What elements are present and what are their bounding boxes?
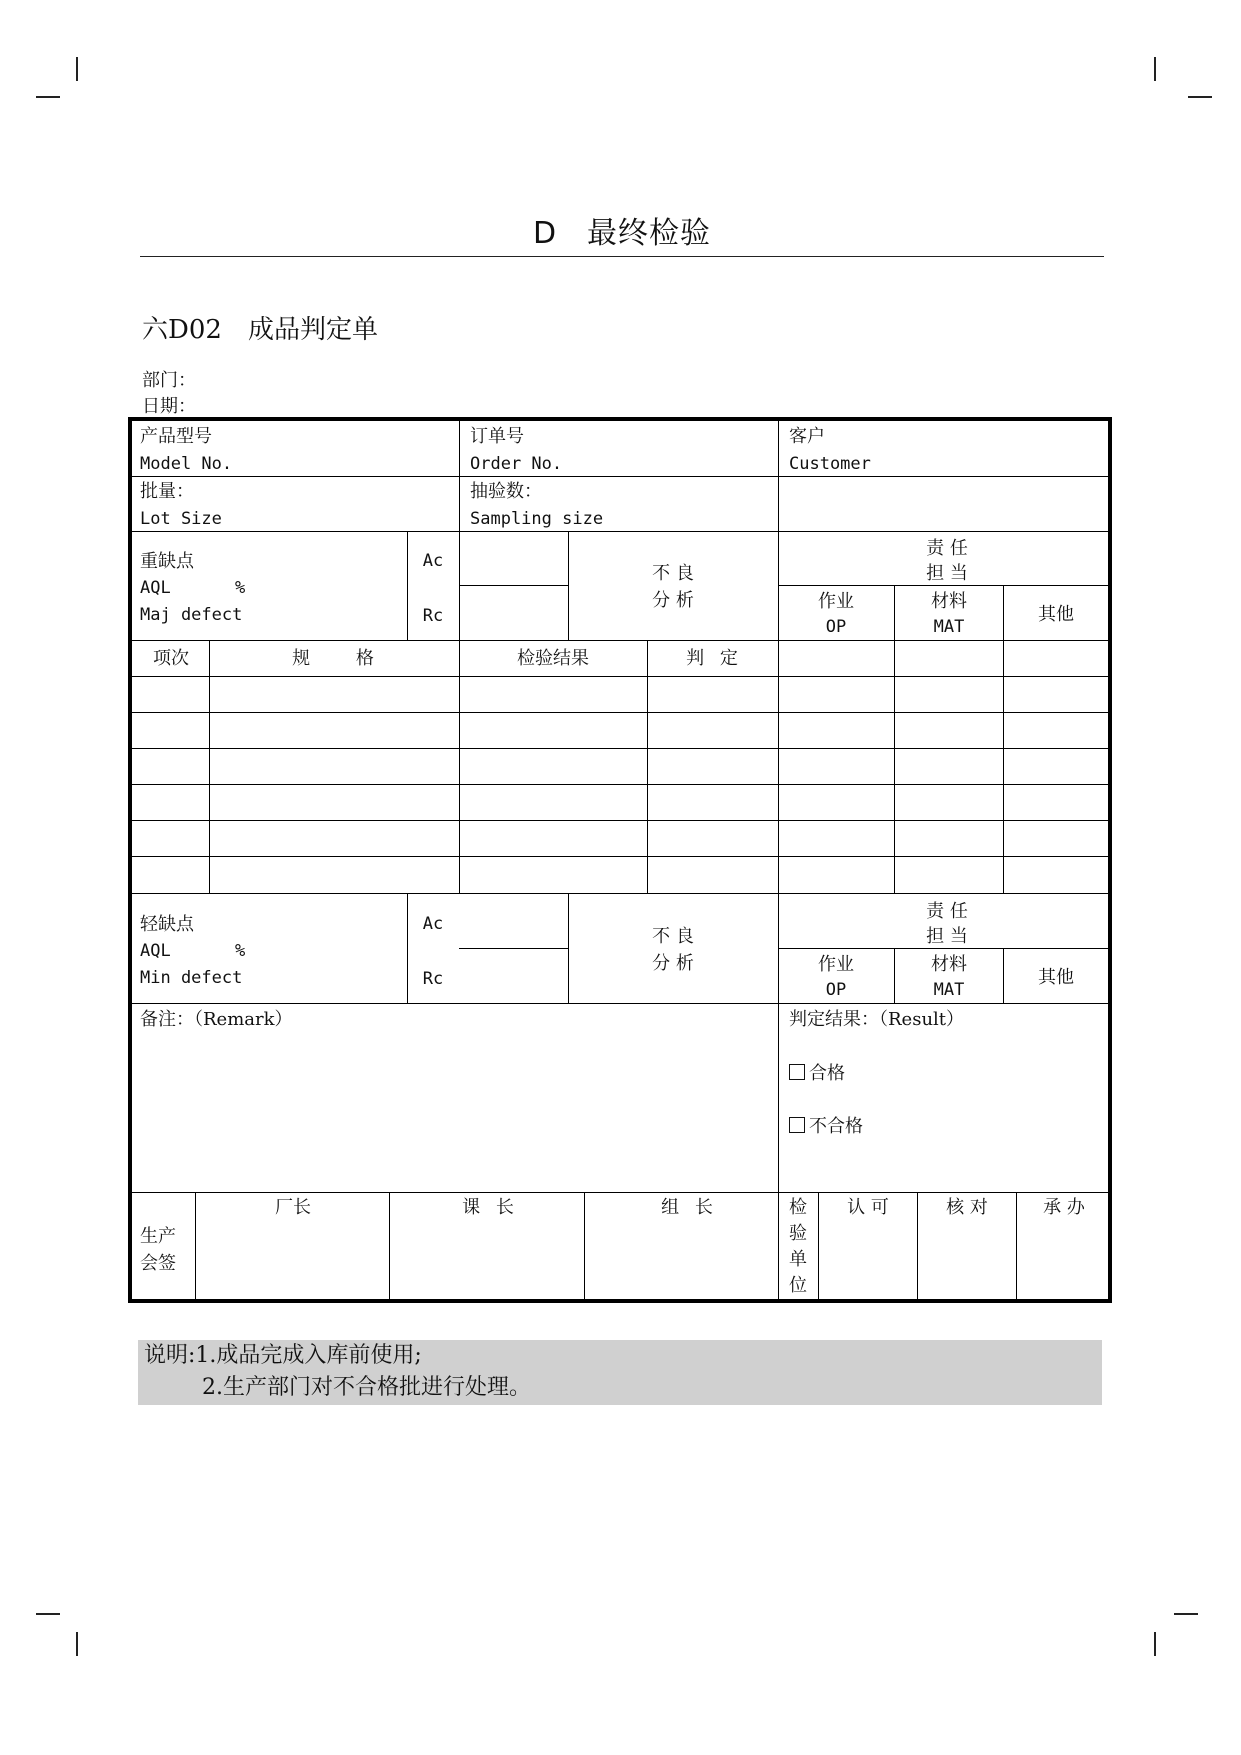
major-rc-label: Rc [422,606,444,626]
col-line [568,893,569,1003]
order-label-cn: 订单号 [470,426,524,447]
row-line [778,948,1108,949]
col-line [1003,948,1004,1003]
row-line [132,893,1108,894]
col-line [647,640,648,893]
col-line [389,1192,390,1299]
major-mat-en: MAT [933,617,965,637]
col-line [584,1192,585,1299]
sampling-label-en: Sampling size [470,509,604,529]
major-defect-title: 重缺点 [140,551,194,572]
col-line [195,1192,196,1299]
minor-bad-analysis-1: 不 良 [652,926,694,947]
form-title [142,309,378,346]
note-line-1: 说明:1.成品完成入库前使用; [144,1343,422,1368]
fail-option[interactable] [789,1117,863,1136]
result-label: 判定结果：（Result） [789,1009,965,1030]
section-heading [140,212,1104,257]
department-label: 部门： [142,370,196,391]
model-label-cn: 产品型号 [140,426,212,447]
minor-bad-analysis-2: 分 析 [652,953,694,974]
crop-mark [36,96,60,98]
verify-label: 核 对 [946,1197,988,1218]
form-name: 成品判定单 [247,315,378,345]
col-item: 项次 [153,648,189,669]
row-line [132,476,1108,477]
customer-label-en: Customer [789,454,871,474]
col-spec: 规 格 [292,648,374,669]
order-label-en: Order No. [470,454,563,474]
minor-responsibility-2: 担 当 [926,926,968,947]
section-code: D [532,216,558,251]
col-line [1003,585,1004,893]
crop-mark [1188,96,1212,98]
section-head-label: 课 长 [462,1197,514,1218]
sampling-label-cn: 抽验数： [470,481,542,502]
major-responsibility-1: 责 任 [926,538,968,559]
production-label-2: 会签 [140,1253,176,1274]
group-head-label: 组 长 [661,1197,713,1218]
handle-label: 承 办 [1043,1197,1085,1218]
minor-responsibility-1: 责 任 [926,901,968,922]
col-line [778,421,779,1299]
major-aql-label: AQL [140,578,171,598]
col-line [459,640,460,893]
factory-head-label: 厂长 [275,1197,311,1218]
crop-mark [1174,1613,1198,1615]
row-line [132,1003,1108,1004]
inspection-unit-2: 验 [789,1223,807,1244]
row-line [132,784,1108,785]
crop-mark [1154,1632,1156,1656]
row-line [459,948,568,949]
pass-option[interactable] [789,1064,845,1083]
form-code: 六D02 [142,315,222,345]
row-line [459,585,568,586]
minor-rc-label: Rc [422,969,444,989]
row-line [778,585,1108,586]
major-ac-label: Ac [422,551,444,571]
fail-label: 不合格 [809,1116,863,1137]
row-line [132,1192,1108,1193]
major-bad-analysis-2: 分 析 [652,590,694,611]
minor-ac-label: Ac [422,914,444,934]
minor-defect-label: Min defect [140,968,243,988]
crop-mark [1154,57,1156,81]
lot-size-label-en: Lot Size [140,509,222,529]
inspection-form [128,417,1112,1303]
minor-mat-en: MAT [933,980,965,1000]
minor-op-en: OP [825,980,847,1000]
row-line [132,676,1108,677]
notes-box [138,1340,1102,1405]
row-line [132,820,1108,821]
major-op-en: OP [825,617,847,637]
major-bad-analysis-1: 不 良 [652,563,694,584]
inspection-unit-1: 检 [789,1197,807,1218]
production-label-1: 生产 [140,1226,176,1247]
remark-label: 备注：（Remark） [140,1009,293,1030]
fail-checkbox[interactable] [789,1117,805,1133]
row-line [132,856,1108,857]
col-line [459,421,460,640]
major-aql-percent: % [235,578,246,598]
col-line [407,531,408,640]
pass-label: 合格 [809,1063,845,1084]
note-line-2: 2.生产部门对不合格批进行处理。 [202,1375,531,1400]
crop-mark [76,1632,78,1656]
col-line [407,893,408,1003]
major-mat-cn: 材料 [931,591,967,612]
col-line [209,640,210,893]
major-responsibility-2: 担 当 [926,563,968,584]
crop-mark [76,57,78,81]
lot-size-label-cn: 批量： [140,481,194,502]
row-line [132,748,1108,749]
major-other: 其他 [1038,604,1074,625]
col-line [917,1192,918,1299]
section-title: 最终检验 [587,216,712,251]
col-line [894,948,895,1003]
col-line [568,531,569,640]
major-op-cn: 作业 [818,591,854,612]
inspection-unit-4: 位 [789,1275,807,1296]
row-line [132,531,1108,532]
minor-mat-cn: 材料 [931,954,967,975]
date-label: 日期： [142,396,196,417]
major-defect-label: Maj defect [140,605,243,625]
minor-aql-percent: % [235,941,246,961]
minor-defect-title: 轻缺点 [140,914,194,935]
minor-op-cn: 作业 [818,954,854,975]
col-line [818,1192,819,1299]
model-label-en: Model No. [140,454,233,474]
col-line [894,585,895,893]
row-line [132,712,1108,713]
customer-label-cn: 客户 [789,426,825,447]
col-judge: 判 定 [686,648,738,669]
approve-label: 认 可 [847,1197,889,1218]
col-result: 检验结果 [517,648,589,669]
row-line [132,640,1108,641]
inspection-unit-3: 单 [789,1249,807,1270]
minor-other: 其他 [1038,967,1074,988]
minor-aql-label: AQL [140,941,171,961]
pass-checkbox[interactable] [789,1064,805,1080]
crop-mark [36,1613,60,1615]
col-line [1016,1192,1017,1299]
